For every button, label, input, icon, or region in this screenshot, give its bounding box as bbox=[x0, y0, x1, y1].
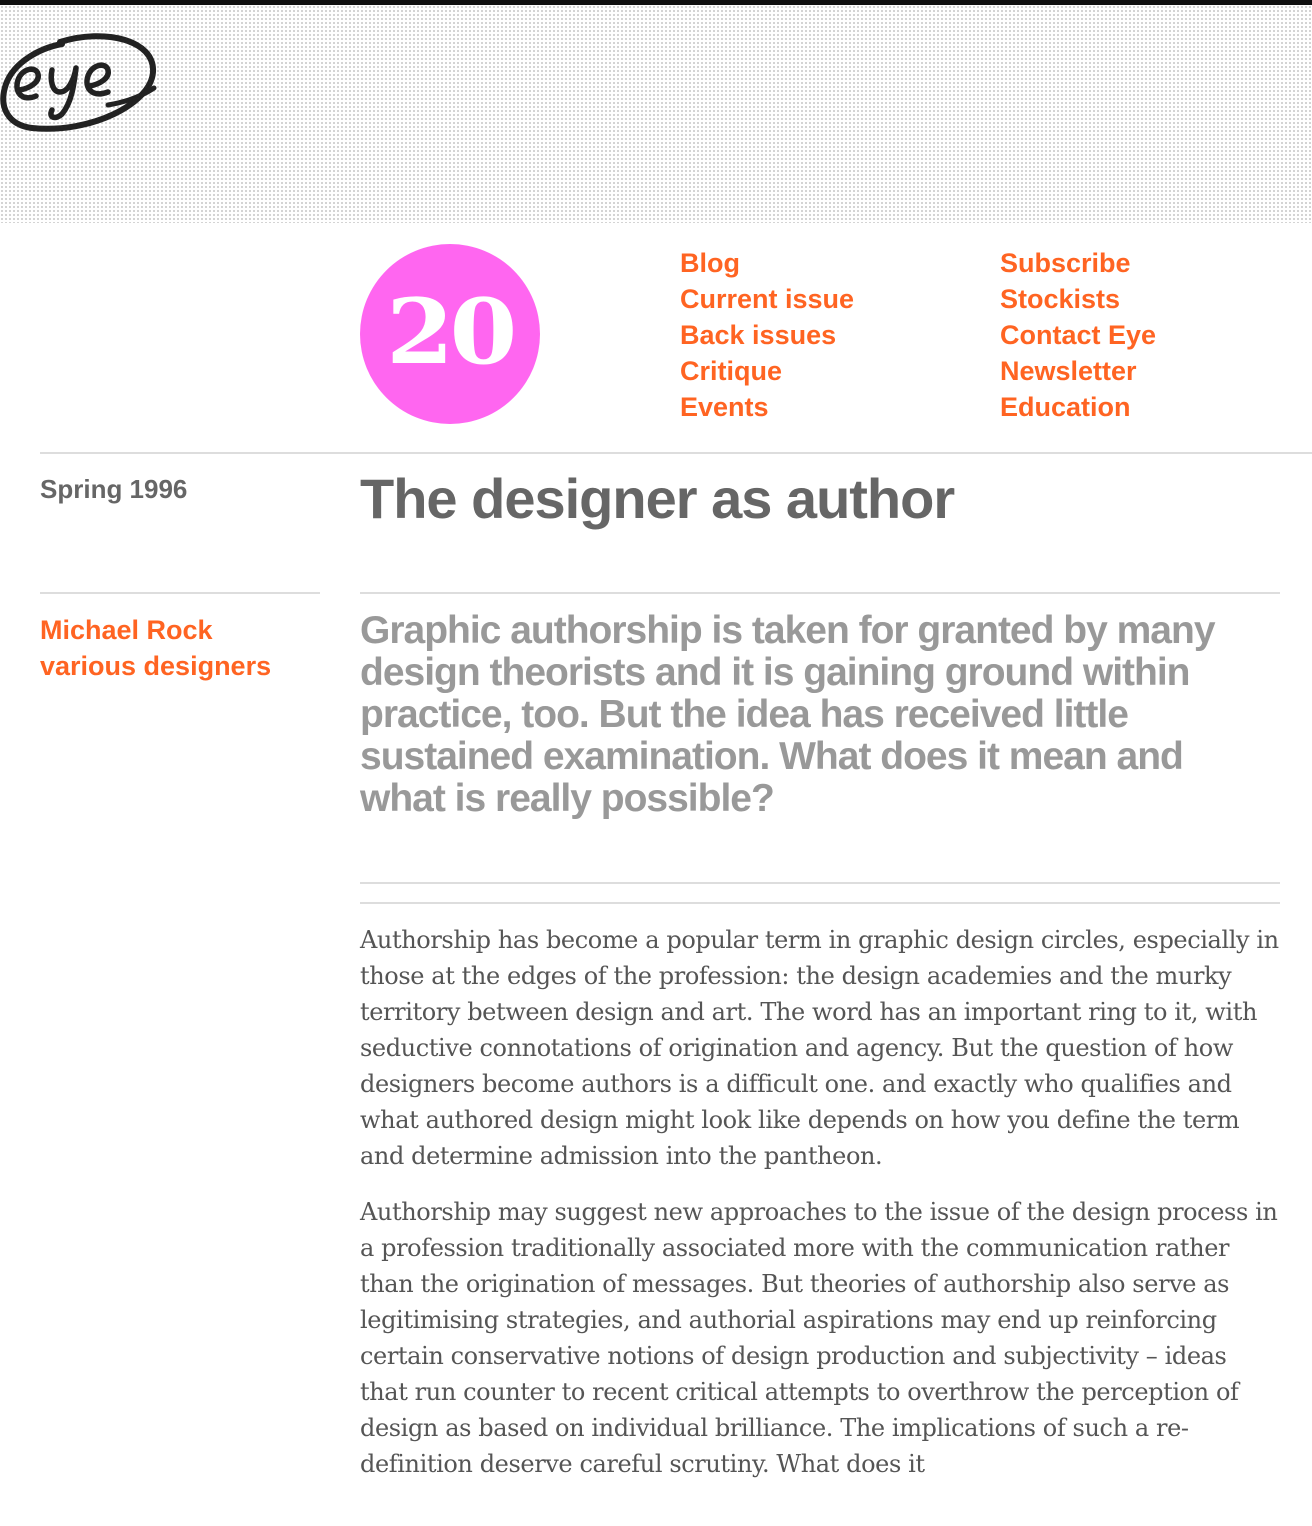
nav-link-education[interactable]: Education bbox=[1000, 392, 1131, 422]
body-paragraph: Authorship has become a popular term in graphic design circles, especially in those at the edges of the profession: the design academies and the murky territory between design and art. The word has an important ring to it, with seductive connotations of origination and agency. But the question of how designers become authors is a difficult one. and exactly who qualifies and what authored design might look like depends on how you define the term and determine admission into the pantheon. bbox=[360, 926, 1279, 1170]
eye-logo-icon bbox=[0, 22, 160, 136]
issue-badge[interactable] bbox=[360, 244, 540, 424]
nav-link-contact-eye[interactable]: Contact Eye bbox=[1000, 320, 1157, 350]
title-divider bbox=[360, 592, 1280, 594]
nav-link-current-issue[interactable]: Current issue bbox=[680, 284, 855, 314]
site-header bbox=[0, 5, 1312, 223]
header-divider bbox=[40, 452, 1312, 454]
author-list bbox=[40, 612, 271, 684]
nav-link-blog[interactable]: Blog bbox=[680, 248, 740, 278]
body-paragraph: Authorship may suggest new approaches to the issue of the design process in a profession traditionally associated more with the communication rather than the origination of messages. But theories of authorship also serve as legitimising strategies, and authorial aspirations may end up reinforcing certain conservative notions of design production and subjectivity – ideas that run counter to recent critical attempts to overthrow the perception of design as based on individual brilliance. The implications of such a re-definition deserve careful scrutiny. What does it bbox=[360, 1198, 1278, 1478]
standfirst-divider-bottom bbox=[360, 902, 1280, 904]
article-title: The designer as author bbox=[360, 467, 955, 530]
nav-link-stockists[interactable]: Stockists bbox=[1000, 284, 1121, 314]
author-link[interactable]: various designers bbox=[40, 651, 272, 681]
nav-link-critique[interactable]: Critique bbox=[680, 356, 783, 386]
issue-date: Spring 1996 bbox=[40, 474, 188, 504]
nav-link-back-issues[interactable]: Back issues bbox=[680, 320, 837, 350]
nav-link-subscribe[interactable]: Subscribe bbox=[1000, 248, 1131, 278]
sidebar-divider bbox=[40, 592, 320, 594]
secondary-nav bbox=[1000, 245, 1156, 425]
nav-link-events[interactable]: Events bbox=[680, 392, 769, 422]
issue-number: 20 bbox=[386, 279, 514, 385]
article-standfirst: Graphic authorship is taken for granted by many design theorists and it is gaining ground within practice, too. But the idea has received little sustained examination. What does it mean and what is really possible? bbox=[360, 609, 1215, 820]
author-link[interactable]: Michael Rock bbox=[40, 615, 213, 645]
article-body bbox=[360, 922, 1280, 1502]
primary-nav bbox=[680, 245, 854, 425]
eye-logo[interactable] bbox=[0, 22, 160, 136]
standfirst-divider-top bbox=[360, 882, 1280, 884]
nav-link-newsletter[interactable]: Newsletter bbox=[1000, 356, 1137, 386]
